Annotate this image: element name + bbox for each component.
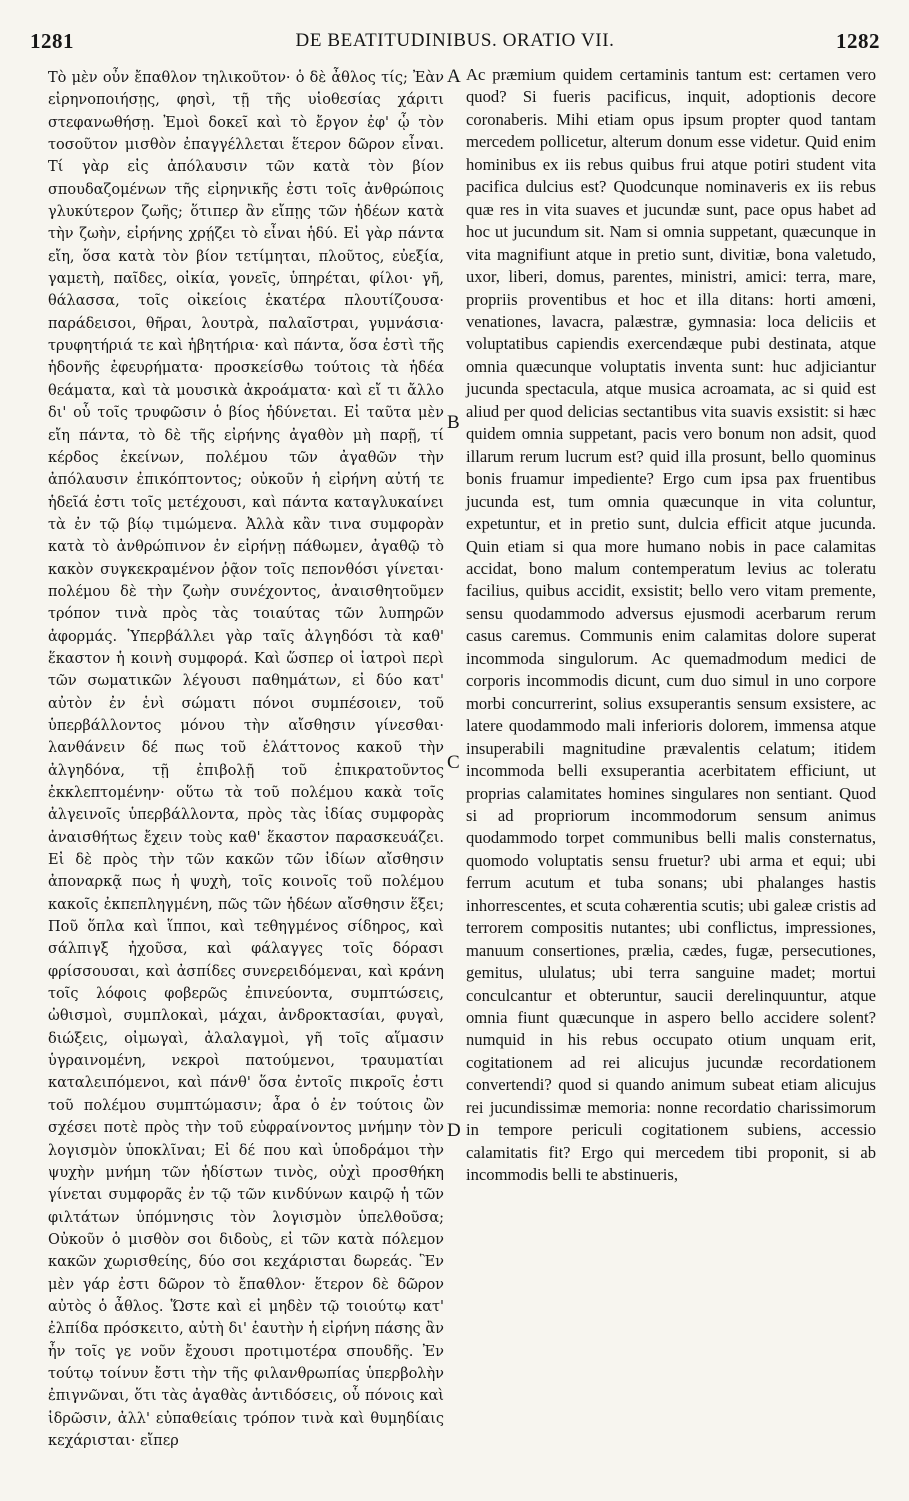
latin-text-column: Ac præmium quidem certaminis tantum est: certamen vero quod? Si fueris pacificus, inquit, adoptionis decore coronaberis. Mihi etiam opus ipsum propter quod tantam mercedem pollicetur, alterum donum esse videtur. Quid enim hominibus ex iis rebus quibus frui atque potiri student vita pacifica dulcius est? Quodcunque nominaveris ex iis rebus quæ res in vita suaves et jucundæ sunt, pace opus habet ad hoc ut jucundum sit. Nam si omnia suppetant, quæcunque in vita magnifiunt atque in pretio sunt, divitiæ, bona valetudo, uxor, liberi, domus, parentes, ministri, amici: terra, mare, propriis proventibus et hoc et illa ditans: horti amœni, venationes, lavacra, palæstræ, gymnasia: loca deliciis et voluptatibus capiendis exercendæque pubi destinata, atque omnia quæcunque voluptatis inventa sunt: huc adjiciantur jucunda spectacula, atque musica acroamata, ac si quid est aliud per quod delicias sectantibus vita suavis exsistit: si hæc quidem omnia suppetant, pacis vero bonum non adsit, quod illarum rerum lucrum est? quid illa prosunt, bello quominus bonis fruamur impediente? Ergo cum ipsa pax fruentibus jucunda est, tum omnia quæcunque in vita coluntur, expetuntur, et in pretio sunt, dulcia efficit atque jucunda. Quin etiam si qua more humano nobis in pace calamitas accidat, bono malum contemperatum levius ac toleratu facilius, quibus accidit, exsistit; bello vero vitam premente, sensu quodammodo adversus ejusmodi acerbarum rerum casus caremus. Communis enim calamitas dolore superat incommoda singulorum. Ac quemadmodum medici de corporis incommodis dicunt, cum duo simul in uno corpore morbi concurrerint, solius exsuperantis sensum exsistere, ac latere quodammodo mali inferioris dolorem, immensa atque insuperabili magnitudine prævalentis celatum; itidem incommoda belli exsuperantia acerbitatem efficiunt, ut proprias calamitates homines singulares non sentiant. Quod si ad propriorum incommodorum sensum animus quodammodo torpet communibus belli malis consternatus, quomodo voluptatis sensu fruetur? ubi arma et equi; ubi ferrum acutum et tuba sonans; ubi phalanges hastis inhorrescentes, et scuta cohærentia scutis; ubi galeæ cristis ad terrorem compositis nutantes; ubi conflictus, impressiones, manuum consertiones, prælia, cædes, fugæ, persecutiones, gemitus, ululatus; ubi terra sanguine madet; mortui conculcantur et obteruntur, saucii derelinquuntur, atque omnia fiunt quæcunque in aspero bello accidere solent? numquid in his rebus occupato otium unquam erit, cogitationem ad rei alicujus jucundæ recordationem convertendi? quod si quando animum subeat etiam alicujus rei jucundissimæ memoria: nonne recordatio charissimorum in tempore periculi cogitationem subiens, accessio calamitatis fit? Ergo qui mercedem tibi proponit, si ab incommodis belli te abstinueris, [466, 65, 876, 1185]
page-number-right: 1282 [836, 28, 880, 53]
margin-marker-b: B [447, 412, 460, 433]
running-header [30, 26, 880, 56]
running-title: DE BEATITUDINIBUS. ORATIO VII. [295, 30, 615, 51]
margin-marker-c: C [447, 752, 460, 773]
margin-marker-d: D [447, 1120, 461, 1141]
margin-marker-a: A [447, 66, 461, 87]
greek-text-column: Τὸ μὲν οὖν ἔπαθλον τηλικοῦτον· ὁ δὲ ἆθλος τίς; Ἐὰν εἰρηνοποιήσῃς, φησὶ, τῇ τῆς υἱοθεσίας χάριτι στεφανωθήσῃ. Ἐμοὶ δοκεῖ καὶ τὸ ἔργον ἐφ' ᾧ τὸν τοσοῦτον μισθὸν ἐπαγγέλλεται ἕτερον δῶρον εἶναι. Τί γὰρ εἰς ἀπόλαυσιν τῶν κατὰ τὸν βίον σπουδαζομένων τῆς εἰρηνικῆς ἐστι τοῖς ἀνθρώποις γλυκύτερον ζωῆς; ὅτιπερ ἂν εἴπῃς τῶν ἡδέων κατὰ τὴν ζωὴν, εἰρήνης χρῄζει τὸ εἶναι ἡδύ. Εἰ γὰρ πάντα εἴη, ὅσα κατὰ τὸν βίον τετίμηται, πλοῦτος, εὐεξία, γαμετὴ, παῖδες, οἰκία, γονεῖς, ὑπηρέται, φίλοι· γῆ, θάλασσα, τοῖς οἰκείοις ἑκατέρα πλουτίζουσα· παράδεισοι, θῆραι, λουτρὰ, παλαῖστραι, γυμνάσια· τρυφητήριά τε καὶ ἡβητήρια· καὶ πάντα, ὅσα ἐστὶ τῆς ἡδονῆς ἐφευρήματα· προσκείσθω τούτοις τὰ ἡδέα θεάματα, καὶ τὰ μουσικὰ ἀκροάματα· καὶ εἴ τι ἄλλο δι' οὗ τοῖς τρυφῶσιν ὁ βίος ἡδύνεται. Εἰ ταῦτα μὲν εἴη πάντα, τὸ δὲ τῆς εἰρήνης ἀγαθὸν μὴ παρῇ, τί κέρδος ἐκείνων, πολέμου τῶν ἀγαθῶν τὴν ἀπόλαυσιν ἐπικόπτοντος; οὐκοῦν ἡ εἰρήνη αὐτή τε ἡδεῖά ἐστι τοῖς μετέχουσι, καὶ πάντα καταγλυκαίνει τὰ ἐν τῷ βίῳ τιμώμενα. Ἀλλὰ κἂν τινα συμφορὰν κατὰ τὸ ἀνθρώπινον ἐν εἰρήνῃ πάθωμεν, ἀγαθῷ τὸ κακὸν συγκεκραμένον ῥᾷον τοῖς πεπονθόσι γίνεται· πολέμου δὲ τὴν ζωὴν συνέχοντος, ἀναισθητοῦμεν τρόπον τινὰ πρὸς τὰς τοιαύτας τῶν λυπηρῶν ἀφορμάς. Ὑπερβάλλει γὰρ ταῖς ἀλγηδόσι τὰ καθ' ἕκαστον ἡ κοινὴ συμφορά. Καὶ ὥσπερ οἱ ἰατροὶ περὶ τῶν σωματικῶν λέγουσι παθημάτων, εἰ δύο κατ' αὐτὸν ἐν ἑνὶ σώματι πόνοι συμπέσοιεν, τοῦ ὑπερβάλλοντος μόνου τὴν αἴσθησιν γίνεσθαι· λανθάνειν δέ πως τοῦ ἐλάττονος κακοῦ τὴν ἀλγηδόνα, τῇ ἐπιβολῇ τοῦ ἐπικρατοῦντος ἐκκλεπτομένην· οὕτω τὰ τοῦ πολέμου κακὰ τοῖς ἀλγεινοῖς ὑπερβάλλοντα, πρὸς τὰς ἰδίας συμφορὰς ἀναισθήτως ἔχειν τοὺς καθ' ἕκαστον παρασκευάζει. Εἰ δὲ πρὸς τὴν τῶν κακῶν τῶν ἰδίων αἴσθησιν ἀποναρκᾷ πως ἡ ψυχὴ, τοῖς κοινοῖς τοῦ πολέμου κακοῖς ἐκπεπληγμένη, πῶς τῶν ἡδέων αἴσθησιν ἕξει; Ποῦ ὅπλα καὶ ἵπποι, καὶ τεθηγμένος σίδηρος, καὶ σάλπιγξ ἠχοῦσα, καὶ φάλαγγες τοῖς δόρασι φρίσσουσαι, καὶ ἀσπίδες συνερειδόμεναι, καὶ κράνη τοῖς λόφοις φοβερῶς ἐπινεύοντα, συμπτώσεις, ὠθισμοὶ, συμπλοκαὶ, μάχαι, ἀνδροκτασίαι, φυγαὶ, διώξεις, οἰμωγαὶ, ἀλαλαγμοὶ, γῆ τοῖς αἵμασιν ὑγραινομένη, νεκροὶ πατούμενοι, τραυματίαι καταλειπόμενοι, καὶ πάνθ' ὅσα ἐντοῖς πικροῖς ἐστι τοῦ πολέμου συμπτώμασιν; ἆρα ὁ ἐν τούτοις ὢν σχέσει ποτὲ πρὸς τὴν τοῦ εὐφραίνοντος μνήμην τὸν λογισμὸν ὑποκλῖναι; Εἰ δέ που καὶ ὑποδράμοι τὴν ψυχὴν μνήμη τῶν ἡδίστων τινὸς, οὐχὶ προσθήκη γίνεται συμφορᾶς ἐν τῷ τῶν κινδύνων καιρῷ ἡ τῶν φιλτάτων ὑπόμνησις τὸν λογισμὸν ὑπελθοῦσα; Οὐκοῦν ὁ μισθὸν σοι διδοὺς, εἰ τῶν κατὰ πόλεμον κακῶν χωρισθείης, δύο σοι κεχάρισται δωρεάς. Ἓν μὲν γάρ ἐστι δῶρον τὸ ἔπαθλον· ἕτερον δὲ δῶρον αὐτὸς ὁ ἆθλος. Ὥστε καὶ εἰ μηδὲν τῷ τοιούτῳ κατ' ἐλπίδα πρόσκειτο, αὐτὴ δι' ἑαυτὴν ἡ εἰρήνη πάσης ἂν ἦν τοῖς γε νοῦν ἔχουσι προτιμοτέρα σπουδῆς. Ἐν τούτῳ τοίνυν ἔστι τὴν τῆς φιλανθρωπίας ὑπερβολὴν ἐπιγνῶναι, ὅτι τὰς ἀγαθὰς ἀντιδόσεις, οὗ πόνοις καὶ ἱδρῶσιν, ἀλλ' εὐπαθείαις τρόπον τινὰ καὶ θυμηδίαις κεχάρισται· εἴπερ [48, 70, 444, 1449]
page-number-left: 1281 [30, 28, 74, 53]
